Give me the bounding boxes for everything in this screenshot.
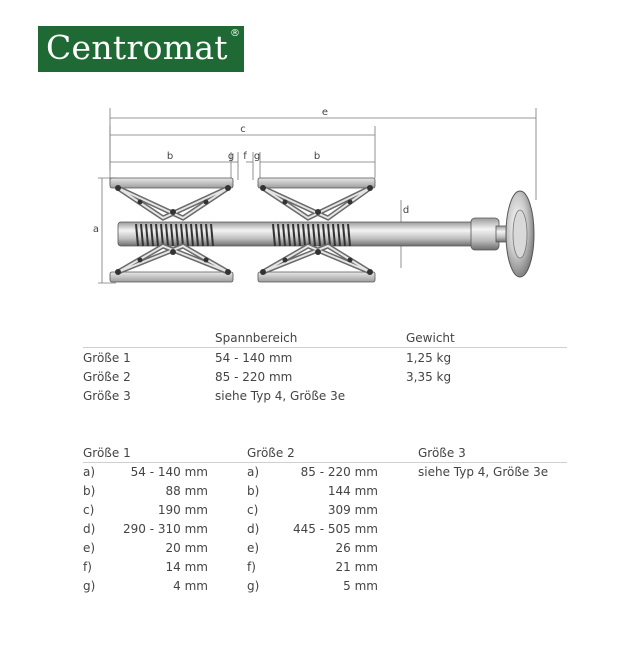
dim-label-a: a — [92, 224, 100, 235]
dim-label-g-left: g — [227, 151, 235, 162]
dim-label-f: f — [243, 151, 247, 162]
table1-row1-weight: 1,25 kg — [406, 351, 452, 365]
table2-row-value-size1: 190 mm — [157, 503, 208, 517]
table2-row-key-size1: e) — [83, 541, 96, 555]
table2-row-key-size1: g) — [83, 579, 96, 593]
brand-logo — [38, 26, 244, 72]
dim-label-b-left: b — [166, 151, 174, 162]
table2-row-key-size2: c) — [247, 503, 259, 517]
table1-header-spannbereich: Spannbereich — [215, 331, 298, 345]
dimension-lines — [98, 108, 536, 283]
table2-row-value-size1: 20 mm — [165, 541, 208, 555]
table1-row3-size: Größe 3 — [83, 389, 131, 403]
dim-label-c: c — [240, 124, 246, 135]
table1-row1-size: Größe 1 — [83, 351, 131, 365]
table2-row-value-size2: 26 mm — [335, 541, 378, 555]
table2-row-value-size2: 21 mm — [335, 560, 378, 574]
table2-row-value-size1: 88 mm — [165, 484, 208, 498]
dim-label-e: d — [402, 205, 410, 216]
table2-row-value-size2: 85 - 220 mm — [300, 465, 378, 479]
dim-label-d: e — [321, 107, 329, 118]
table2-row-value-size1: 14 mm — [165, 560, 208, 574]
pipe-clamp-drawing — [88, 100, 558, 300]
table2-row-key-size1: c) — [83, 503, 95, 517]
table2-header-size3: Größe 3 — [418, 446, 466, 460]
dim-label-b-right: b — [313, 151, 321, 162]
table2-row-value-size1: 54 - 140 mm — [130, 465, 208, 479]
table2-row-value-size1: 290 - 310 mm — [123, 522, 208, 536]
table2-header-rule — [83, 462, 567, 463]
table2-row-key-size2: g) — [247, 579, 260, 593]
table1-row1-range: 54 - 140 mm — [215, 351, 293, 365]
table1-row2-size: Größe 2 — [83, 370, 131, 384]
table2-row-value-size2: 144 mm — [327, 484, 378, 498]
table2-row-key-size2: b) — [247, 484, 260, 498]
table2-header-size1: Größe 1 — [83, 446, 131, 460]
table2-row-key-size1: a) — [83, 465, 96, 479]
table2-row-value-size2: 5 mm — [343, 579, 378, 593]
table2-row-value-size1: 4 mm — [173, 579, 208, 593]
table2-row-key-size2: a) — [247, 465, 260, 479]
table2-row-key-size1: d) — [83, 522, 96, 536]
table1-row2-weight: 3,35 kg — [406, 370, 452, 384]
table1-row2-range: 85 - 220 mm — [215, 370, 293, 384]
table2-row-key-size1: f) — [83, 560, 92, 574]
table2-size3-note: siehe Typ 4, Größe 3e — [418, 465, 549, 479]
dim-label-g-right: g — [253, 151, 261, 162]
brand-name: Centromat — [46, 28, 228, 67]
table2-row-key-size2: d) — [247, 522, 260, 536]
table2-row-key-size2: f) — [247, 560, 256, 574]
table2-header-size2: Größe 2 — [247, 446, 295, 460]
table2-row-value-size2: 445 - 505 mm — [293, 522, 378, 536]
table2-row-key-size2: e) — [247, 541, 260, 555]
table2-row-value-size2: 309 mm — [327, 503, 378, 517]
table2-row-key-size1: b) — [83, 484, 96, 498]
table1-header-gewicht: Gewicht — [406, 331, 455, 345]
registered-mark: ® — [230, 28, 240, 39]
table1-header-rule — [83, 347, 567, 348]
table1-row3-range: siehe Typ 4, Größe 3e — [215, 389, 346, 403]
